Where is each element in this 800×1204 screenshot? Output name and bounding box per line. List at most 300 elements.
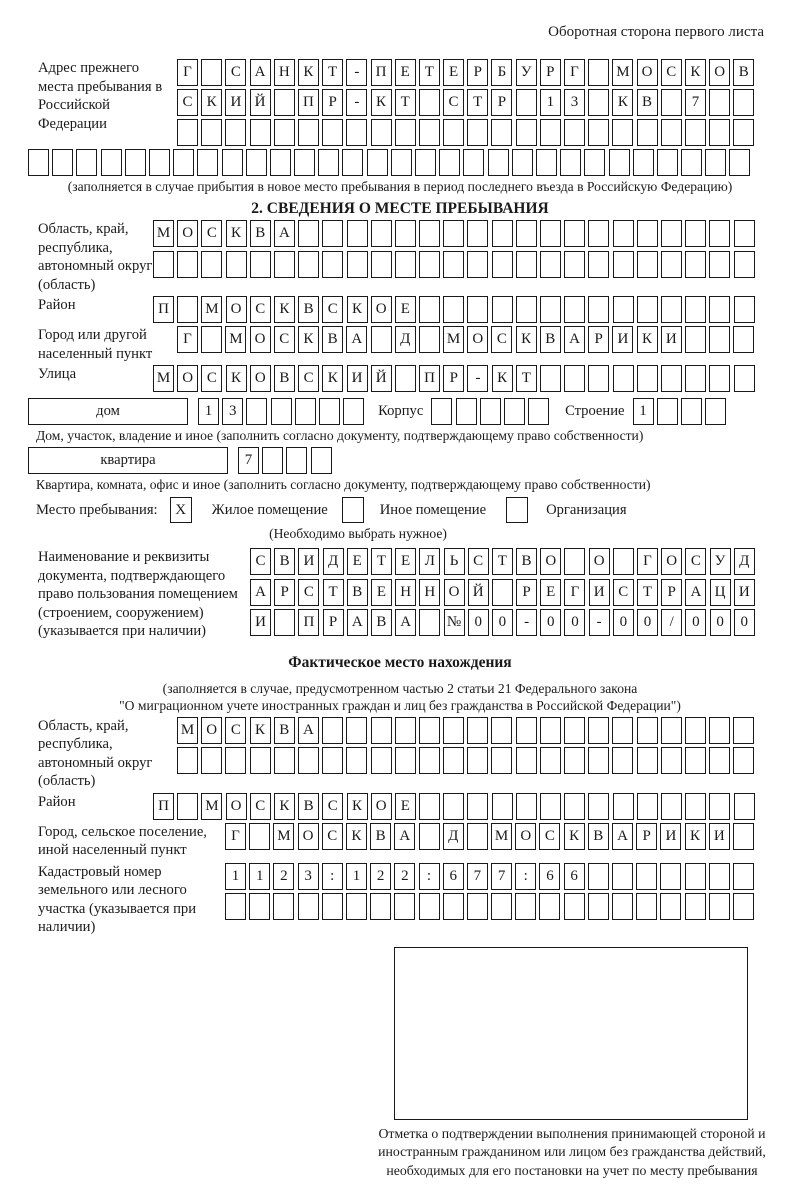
char-cell[interactable] — [733, 326, 754, 353]
char-cell[interactable] — [250, 251, 271, 278]
char-cell[interactable]: 1 — [249, 863, 270, 890]
char-cell[interactable]: К — [685, 59, 706, 86]
char-cell[interactable]: К — [371, 89, 392, 116]
char-cell[interactable]: Н — [274, 59, 295, 86]
char-cell[interactable]: И — [660, 823, 681, 850]
char-cell[interactable]: Р — [274, 579, 295, 606]
char-cell[interactable] — [443, 251, 464, 278]
char-cell[interactable] — [419, 251, 440, 278]
char-cell[interactable]: 7 — [467, 863, 488, 890]
char-cell[interactable]: О — [177, 365, 198, 392]
char-cell[interactable]: И — [612, 326, 633, 353]
char-cell[interactable] — [443, 220, 464, 247]
char-cell[interactable] — [588, 296, 609, 323]
char-cell[interactable]: О — [226, 793, 247, 820]
char-cell[interactable]: И — [734, 579, 755, 606]
char-cell[interactable] — [734, 365, 755, 392]
char-cell[interactable]: Е — [540, 579, 561, 606]
char-cell[interactable] — [540, 251, 561, 278]
char-cell[interactable] — [274, 89, 295, 116]
char-cell[interactable] — [661, 251, 682, 278]
char-cell[interactable]: С — [225, 717, 246, 744]
char-cell[interactable] — [225, 747, 246, 774]
char-cell[interactable] — [443, 717, 464, 744]
char-cell[interactable]: П — [419, 365, 440, 392]
char-cell[interactable]: 0 — [468, 609, 489, 636]
char-cell[interactable]: В — [347, 579, 368, 606]
char-cell[interactable]: У — [710, 548, 731, 575]
char-cell[interactable] — [225, 119, 246, 146]
char-cell[interactable]: О — [177, 220, 198, 247]
char-cell[interactable] — [177, 119, 198, 146]
char-cell[interactable]: К — [347, 296, 368, 323]
char-cell[interactable]: Й — [371, 365, 392, 392]
char-cell[interactable] — [52, 149, 73, 176]
char-cell[interactable]: С — [298, 365, 319, 392]
char-cell[interactable]: С — [322, 296, 343, 323]
char-cell[interactable] — [467, 893, 488, 920]
char-cell[interactable]: К — [612, 89, 633, 116]
char-cell[interactable] — [271, 398, 292, 425]
char-cell[interactable]: О — [371, 296, 392, 323]
char-cell[interactable] — [613, 793, 634, 820]
char-cell[interactable] — [431, 398, 452, 425]
char-cell[interactable] — [273, 893, 294, 920]
char-cell[interactable]: М — [177, 717, 198, 744]
char-cell[interactable]: А — [685, 579, 706, 606]
char-cell[interactable]: М — [443, 326, 464, 353]
char-cell[interactable]: Г — [177, 326, 198, 353]
char-cell[interactable] — [734, 793, 755, 820]
char-cell[interactable] — [584, 149, 605, 176]
char-cell[interactable] — [564, 119, 585, 146]
char-cell[interactable] — [564, 296, 585, 323]
char-cell[interactable] — [298, 251, 319, 278]
char-cell[interactable]: 0 — [613, 609, 634, 636]
char-cell[interactable] — [637, 220, 658, 247]
char-cell[interactable]: Е — [371, 579, 392, 606]
char-cell[interactable]: С — [539, 823, 560, 850]
char-cell[interactable]: О — [371, 793, 392, 820]
char-cell[interactable] — [709, 251, 730, 278]
char-cell[interactable]: Р — [491, 89, 512, 116]
char-cell[interactable] — [560, 149, 581, 176]
char-cell[interactable] — [516, 89, 537, 116]
char-cell[interactable]: С — [201, 220, 222, 247]
char-cell[interactable] — [177, 747, 198, 774]
char-cell[interactable]: 1 — [346, 863, 367, 890]
char-cell[interactable] — [298, 747, 319, 774]
char-cell[interactable] — [371, 717, 392, 744]
char-cell[interactable]: С — [298, 579, 319, 606]
char-cell[interactable]: С — [250, 793, 271, 820]
char-cell[interactable]: Р — [322, 89, 343, 116]
char-cell[interactable]: С — [661, 59, 682, 86]
char-cell[interactable]: Р — [588, 326, 609, 353]
char-cell[interactable] — [564, 717, 585, 744]
char-cell[interactable]: С — [250, 548, 271, 575]
char-cell[interactable]: 3 — [298, 863, 319, 890]
char-cell[interactable]: - — [346, 89, 367, 116]
char-cell[interactable]: С — [613, 579, 634, 606]
char-cell[interactable] — [415, 149, 436, 176]
char-cell[interactable] — [516, 220, 537, 247]
char-cell[interactable]: Е — [443, 59, 464, 86]
char-cell[interactable] — [149, 149, 170, 176]
char-cell[interactable]: О — [298, 823, 319, 850]
char-cell[interactable] — [588, 59, 609, 86]
char-cell[interactable]: Д — [323, 548, 344, 575]
char-cell[interactable] — [467, 296, 488, 323]
char-cell[interactable]: К — [322, 365, 343, 392]
char-cell[interactable] — [492, 251, 513, 278]
char-cell[interactable] — [177, 793, 198, 820]
char-cell[interactable]: В — [371, 609, 392, 636]
char-cell[interactable] — [536, 149, 557, 176]
char-cell[interactable]: 7 — [491, 863, 512, 890]
char-cell[interactable] — [456, 398, 477, 425]
char-cell[interactable] — [467, 747, 488, 774]
char-cell[interactable]: В — [733, 59, 754, 86]
stay-checkbox-other-premises[interactable] — [342, 497, 364, 523]
char-cell[interactable] — [685, 119, 706, 146]
char-cell[interactable] — [492, 296, 513, 323]
char-cell[interactable]: № — [444, 609, 465, 636]
char-cell[interactable]: Р — [443, 365, 464, 392]
char-cell[interactable] — [661, 365, 682, 392]
char-cell[interactable]: : — [419, 863, 440, 890]
char-cell[interactable]: Л — [419, 548, 440, 575]
char-cell[interactable] — [734, 251, 755, 278]
char-cell[interactable]: В — [298, 296, 319, 323]
char-cell[interactable]: : — [515, 863, 536, 890]
char-cell[interactable] — [709, 893, 730, 920]
char-cell[interactable]: Р — [467, 59, 488, 86]
char-cell[interactable] — [395, 747, 416, 774]
char-cell[interactable] — [443, 793, 464, 820]
char-cell[interactable] — [709, 793, 730, 820]
char-cell[interactable] — [661, 296, 682, 323]
char-cell[interactable] — [637, 747, 658, 774]
char-cell[interactable] — [419, 119, 440, 146]
char-cell[interactable] — [636, 863, 657, 890]
char-cell[interactable]: Т — [395, 89, 416, 116]
char-cell[interactable] — [540, 296, 561, 323]
char-cell[interactable] — [613, 548, 634, 575]
char-cell[interactable]: В — [250, 220, 271, 247]
char-cell[interactable] — [709, 747, 730, 774]
char-cell[interactable] — [419, 823, 440, 850]
char-cell[interactable] — [491, 119, 512, 146]
char-cell[interactable]: О — [540, 548, 561, 575]
char-cell[interactable] — [201, 747, 222, 774]
char-cell[interactable] — [371, 119, 392, 146]
char-cell[interactable]: 2 — [394, 863, 415, 890]
char-cell[interactable]: М — [273, 823, 294, 850]
char-cell[interactable] — [729, 149, 750, 176]
char-cell[interactable] — [274, 119, 295, 146]
char-cell[interactable]: Ц — [710, 579, 731, 606]
char-cell[interactable] — [637, 296, 658, 323]
char-cell[interactable] — [443, 296, 464, 323]
char-cell[interactable]: Б — [491, 59, 512, 86]
char-cell[interactable]: О — [637, 59, 658, 86]
char-cell[interactable] — [367, 149, 388, 176]
char-cell[interactable] — [564, 747, 585, 774]
char-cell[interactable]: - — [467, 365, 488, 392]
char-cell[interactable] — [588, 251, 609, 278]
char-cell[interactable]: Н — [419, 579, 440, 606]
char-cell[interactable] — [685, 220, 706, 247]
char-cell[interactable]: М — [612, 59, 633, 86]
char-cell[interactable] — [516, 296, 537, 323]
char-cell[interactable]: О — [250, 365, 271, 392]
char-cell[interactable] — [125, 149, 146, 176]
char-cell[interactable] — [467, 717, 488, 744]
char-cell[interactable] — [733, 119, 754, 146]
char-cell[interactable] — [564, 548, 585, 575]
char-cell[interactable]: 1 — [198, 398, 219, 425]
char-cell[interactable] — [371, 747, 392, 774]
char-cell[interactable] — [685, 365, 706, 392]
char-cell[interactable]: М — [201, 793, 222, 820]
char-cell[interactable] — [515, 893, 536, 920]
char-cell[interactable]: Й — [250, 89, 271, 116]
char-cell[interactable]: Е — [395, 793, 416, 820]
char-cell[interactable] — [250, 119, 271, 146]
char-cell[interactable] — [516, 717, 537, 744]
char-cell[interactable] — [488, 149, 509, 176]
char-cell[interactable] — [709, 365, 730, 392]
char-cell[interactable]: П — [298, 609, 319, 636]
char-cell[interactable]: 0 — [685, 609, 706, 636]
char-cell[interactable]: О — [226, 296, 247, 323]
char-cell[interactable]: В — [274, 548, 295, 575]
char-cell[interactable] — [346, 717, 367, 744]
char-cell[interactable] — [419, 89, 440, 116]
char-cell[interactable]: В — [370, 823, 391, 850]
char-cell[interactable]: В — [298, 793, 319, 820]
char-cell[interactable]: А — [250, 59, 271, 86]
char-cell[interactable]: А — [250, 579, 271, 606]
char-cell[interactable] — [660, 893, 681, 920]
char-cell[interactable] — [564, 365, 585, 392]
char-cell[interactable] — [685, 717, 706, 744]
char-cell[interactable]: 3 — [564, 89, 585, 116]
char-cell[interactable]: У — [516, 59, 537, 86]
char-cell[interactable]: П — [298, 89, 319, 116]
char-cell[interactable] — [395, 365, 416, 392]
char-cell[interactable]: 7 — [685, 89, 706, 116]
char-cell[interactable]: Р — [661, 579, 682, 606]
char-cell[interactable] — [394, 893, 415, 920]
char-cell[interactable]: Т — [419, 59, 440, 86]
char-cell[interactable] — [516, 747, 537, 774]
char-cell[interactable]: С — [250, 296, 271, 323]
char-cell[interactable] — [609, 149, 630, 176]
char-cell[interactable] — [709, 296, 730, 323]
char-cell[interactable]: И — [347, 365, 368, 392]
char-cell[interactable]: С — [201, 365, 222, 392]
char-cell[interactable] — [395, 119, 416, 146]
char-cell[interactable]: А — [298, 717, 319, 744]
char-cell[interactable] — [705, 398, 726, 425]
char-cell[interactable] — [564, 893, 585, 920]
char-cell[interactable] — [346, 119, 367, 146]
char-cell[interactable] — [467, 119, 488, 146]
char-cell[interactable] — [613, 251, 634, 278]
char-cell[interactable] — [467, 220, 488, 247]
char-cell[interactable]: Й — [468, 579, 489, 606]
char-cell[interactable]: К — [637, 326, 658, 353]
char-cell[interactable] — [512, 149, 533, 176]
char-cell[interactable]: А — [347, 609, 368, 636]
char-cell[interactable] — [685, 251, 706, 278]
char-cell[interactable]: К — [346, 823, 367, 850]
char-cell[interactable]: М — [153, 220, 174, 247]
char-cell[interactable] — [539, 893, 560, 920]
char-cell[interactable] — [371, 251, 392, 278]
char-cell[interactable] — [419, 296, 440, 323]
char-cell[interactable]: В — [540, 326, 561, 353]
char-cell[interactable]: 0 — [540, 609, 561, 636]
char-cell[interactable] — [419, 717, 440, 744]
char-cell[interactable] — [298, 893, 319, 920]
char-cell[interactable] — [322, 119, 343, 146]
char-cell[interactable]: К — [685, 823, 706, 850]
char-cell[interactable] — [480, 398, 501, 425]
char-cell[interactable]: С — [322, 793, 343, 820]
char-cell[interactable] — [225, 893, 246, 920]
char-cell[interactable] — [637, 793, 658, 820]
char-cell[interactable] — [540, 119, 561, 146]
char-cell[interactable]: С — [177, 89, 198, 116]
char-cell[interactable] — [588, 863, 609, 890]
char-cell[interactable] — [636, 893, 657, 920]
char-cell[interactable]: Е — [395, 59, 416, 86]
char-cell[interactable] — [504, 398, 525, 425]
char-cell[interactable] — [246, 149, 267, 176]
char-cell[interactable] — [709, 220, 730, 247]
char-cell[interactable] — [685, 326, 706, 353]
char-cell[interactable] — [491, 893, 512, 920]
char-cell[interactable]: Т — [371, 548, 392, 575]
char-cell[interactable] — [371, 220, 392, 247]
char-cell[interactable]: Т — [637, 579, 658, 606]
char-cell[interactable]: Р — [540, 59, 561, 86]
char-cell[interactable]: К — [347, 793, 368, 820]
char-cell[interactable]: Д — [395, 326, 416, 353]
char-cell[interactable]: К — [298, 326, 319, 353]
char-cell[interactable] — [322, 893, 343, 920]
char-cell[interactable] — [201, 59, 222, 86]
char-cell[interactable] — [637, 717, 658, 744]
char-cell[interactable] — [177, 296, 198, 323]
char-cell[interactable] — [419, 893, 440, 920]
char-cell[interactable]: С — [491, 326, 512, 353]
char-cell[interactable] — [637, 251, 658, 278]
char-cell[interactable] — [685, 793, 706, 820]
char-cell[interactable]: А — [612, 823, 633, 850]
char-cell[interactable]: К — [274, 793, 295, 820]
char-cell[interactable] — [419, 220, 440, 247]
char-cell[interactable] — [443, 119, 464, 146]
char-cell[interactable] — [685, 747, 706, 774]
char-cell[interactable]: Т — [322, 59, 343, 86]
char-cell[interactable] — [733, 893, 754, 920]
char-cell[interactable]: 0 — [637, 609, 658, 636]
char-cell[interactable] — [443, 893, 464, 920]
char-cell[interactable] — [286, 447, 307, 474]
char-cell[interactable] — [613, 365, 634, 392]
char-cell[interactable]: О — [250, 326, 271, 353]
char-cell[interactable] — [463, 149, 484, 176]
char-cell[interactable] — [516, 793, 537, 820]
char-cell[interactable]: 1 — [225, 863, 246, 890]
char-cell[interactable]: 6 — [539, 863, 560, 890]
char-cell[interactable] — [343, 398, 364, 425]
char-cell[interactable] — [540, 220, 561, 247]
char-cell[interactable] — [657, 149, 678, 176]
char-cell[interactable]: К — [564, 823, 585, 850]
char-cell[interactable] — [733, 863, 754, 890]
char-cell[interactable]: И — [225, 89, 246, 116]
char-cell[interactable] — [467, 823, 488, 850]
char-cell[interactable]: О — [467, 326, 488, 353]
char-cell[interactable]: В — [516, 548, 537, 575]
char-cell[interactable]: - — [589, 609, 610, 636]
char-cell[interactable] — [540, 793, 561, 820]
char-cell[interactable]: В — [322, 326, 343, 353]
char-cell[interactable] — [685, 893, 706, 920]
char-cell[interactable] — [346, 893, 367, 920]
char-cell[interactable]: 6 — [443, 863, 464, 890]
char-cell[interactable]: К — [226, 365, 247, 392]
char-cell[interactable]: О — [515, 823, 536, 850]
char-cell[interactable] — [612, 893, 633, 920]
char-cell[interactable]: К — [250, 717, 271, 744]
char-cell[interactable] — [733, 823, 754, 850]
char-cell[interactable]: А — [395, 609, 416, 636]
char-cell[interactable] — [173, 149, 194, 176]
char-cell[interactable] — [274, 251, 295, 278]
char-cell[interactable]: 0 — [734, 609, 755, 636]
char-cell[interactable] — [588, 793, 609, 820]
char-cell[interactable] — [734, 296, 755, 323]
char-cell[interactable] — [319, 398, 340, 425]
char-cell[interactable]: О — [589, 548, 610, 575]
char-cell[interactable] — [294, 149, 315, 176]
char-cell[interactable] — [153, 251, 174, 278]
char-cell[interactable]: А — [274, 220, 295, 247]
char-cell[interactable] — [633, 149, 654, 176]
char-cell[interactable] — [709, 717, 730, 744]
char-cell[interactable]: Р — [636, 823, 657, 850]
char-cell[interactable]: 6 — [564, 863, 585, 890]
char-cell[interactable]: Н — [395, 579, 416, 606]
char-cell[interactable] — [322, 220, 343, 247]
char-cell[interactable] — [371, 326, 392, 353]
char-cell[interactable] — [274, 747, 295, 774]
char-cell[interactable]: - — [516, 609, 537, 636]
char-cell[interactable]: 2 — [370, 863, 391, 890]
char-cell[interactable]: И — [589, 579, 610, 606]
char-cell[interactable] — [564, 251, 585, 278]
char-cell[interactable] — [685, 863, 706, 890]
char-cell[interactable] — [613, 296, 634, 323]
char-cell[interactable] — [588, 747, 609, 774]
char-cell[interactable]: Т — [492, 548, 513, 575]
